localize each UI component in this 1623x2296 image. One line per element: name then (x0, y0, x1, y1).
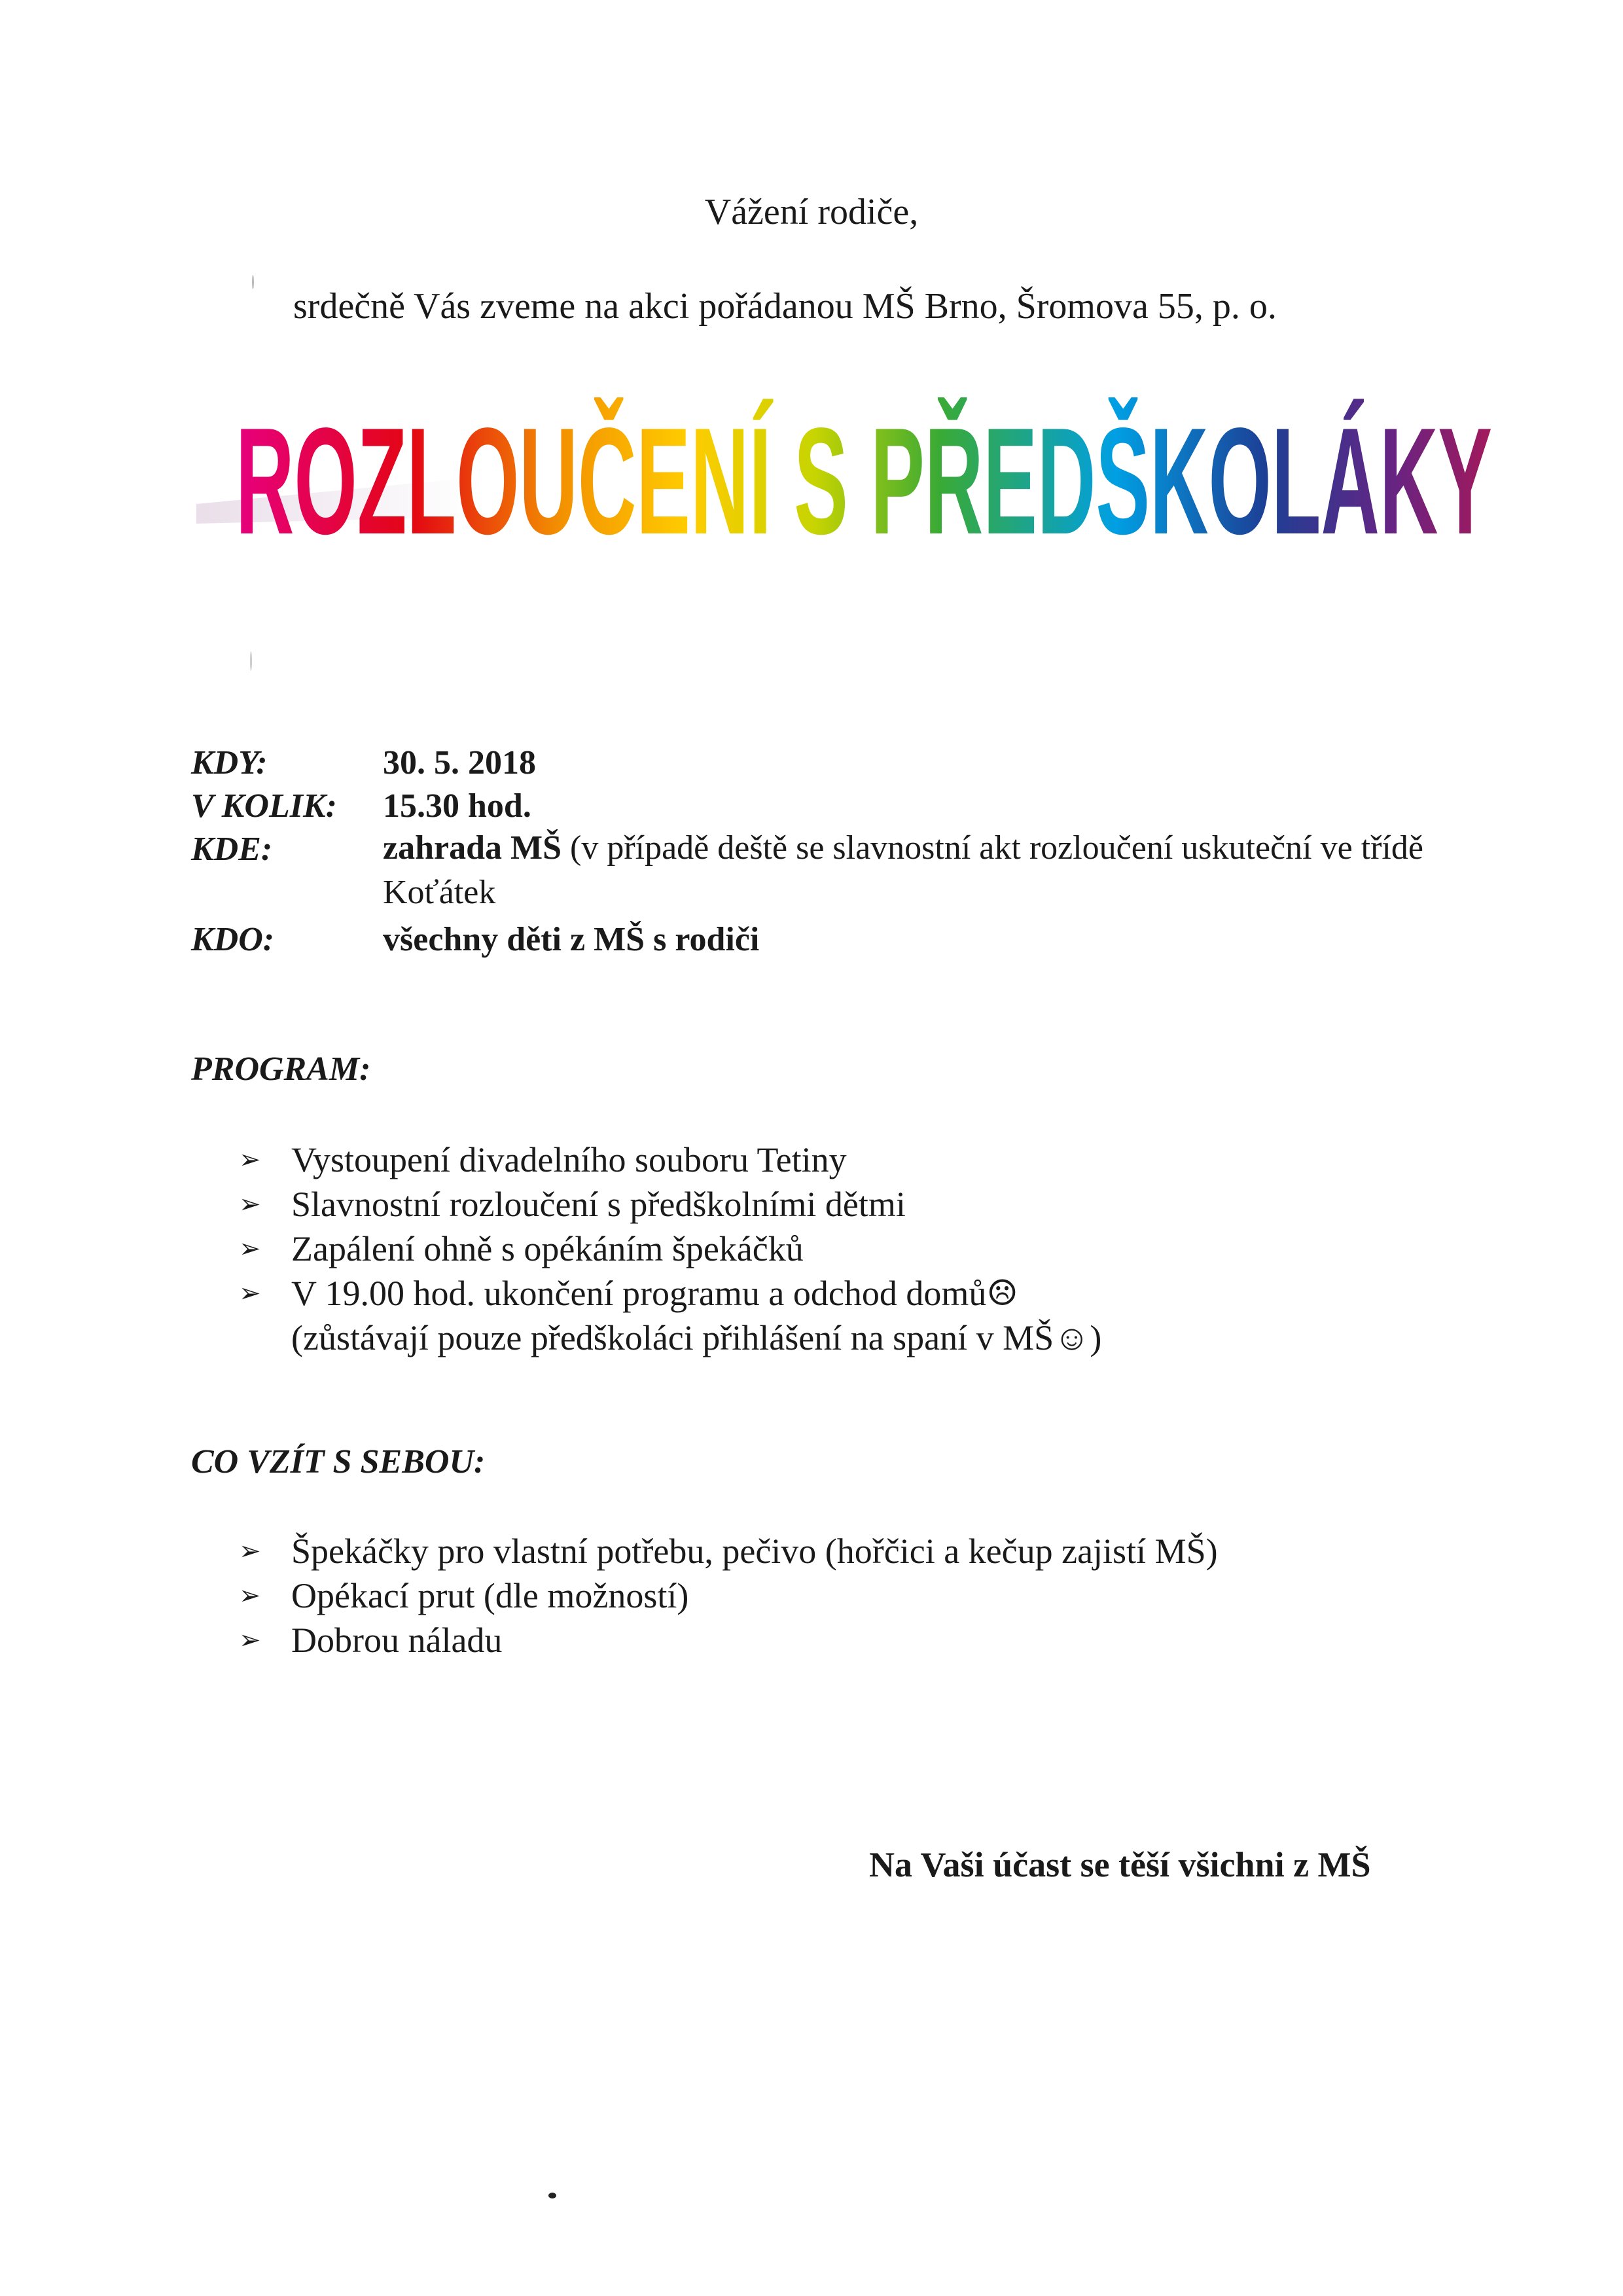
time-label: V KOLIK: (191, 787, 337, 825)
when-label: KDY: (191, 744, 268, 781)
where-value-rest: (v případě deště se slavnostní akt rozloučení uskuteční ve třídě Koťátek (383, 829, 1423, 911)
scan-speck (252, 275, 254, 289)
arrow-bullet-icon: ➢ (239, 1145, 261, 1175)
bring-item (239, 1530, 1218, 1572)
bring-item-text: Špekáčky pro vlastní potřebu, pečivo (hořčici a kečup zajistí MŠ) (291, 1532, 1218, 1571)
bring-item-text: Dobrou náladu (291, 1621, 503, 1660)
who-value (383, 920, 759, 959)
arrow-bullet-icon: ➢ (239, 1625, 261, 1655)
program-item-text: Vystoupení divadelního souboru Tetiny (291, 1140, 847, 1179)
arrow-bullet-icon: ➢ (239, 1581, 261, 1611)
bring-heading: CO VZÍT S SEBOU: (191, 1443, 486, 1480)
bring-item (239, 1619, 502, 1661)
scan-speck (548, 2193, 556, 2198)
time-value (383, 787, 531, 825)
program-item (239, 1228, 804, 1270)
headline-graphic (196, 367, 1531, 563)
arrow-bullet-icon: ➢ (239, 1536, 261, 1566)
invitation-line: srdečně Vás zveme na akci pořádanou MŠ Brno, Šromova 55, p. o. (293, 286, 1277, 327)
greeting: Vážení rodiče, (704, 192, 919, 232)
where-label: KDE: (191, 831, 273, 868)
bring-item (239, 1575, 688, 1617)
time-value-text: 15.30 hod. (383, 787, 531, 825)
headline-text: ROZLOUČENÍ S PŘEDŠKOLÁKY (236, 397, 1492, 563)
scan-speck (250, 651, 252, 671)
when-value (383, 744, 536, 782)
program-item-text: Slavnostní rozloučení s předškolními dětmi (291, 1185, 906, 1224)
program-item (239, 1183, 906, 1225)
program-note: (zůstávají pouze předškoláci přihlášení na spaní v MŠ☺) (291, 1318, 1102, 1357)
program-item-text: V 19.00 hod. ukončení programu a odchod domů☹ (291, 1274, 1018, 1313)
program-item (239, 1139, 847, 1181)
where-value (383, 826, 1463, 915)
program-item-text: Zapálení ohně s opékáním špekáčků (291, 1229, 804, 1268)
who-label: KDO: (191, 921, 275, 958)
headline-banner (196, 367, 1531, 563)
where-value-bold: zahrada MŠ (383, 829, 562, 867)
who-value-text: všechny děti z MŠ s rodiči (383, 921, 760, 958)
when-value-text: 30. 5. 2018 (383, 744, 536, 781)
arrow-bullet-icon: ➢ (239, 1234, 261, 1264)
arrow-bullet-icon: ➢ (239, 1278, 261, 1308)
arrow-bullet-icon: ➢ (239, 1189, 261, 1219)
bring-item-text: Opékací prut (dle možností) (291, 1576, 689, 1615)
closing-line: Na Vaši účast se těší všichni z MŠ (869, 1845, 1371, 1884)
program-heading: PROGRAM: (191, 1050, 371, 1088)
program-item (239, 1272, 1018, 1314)
